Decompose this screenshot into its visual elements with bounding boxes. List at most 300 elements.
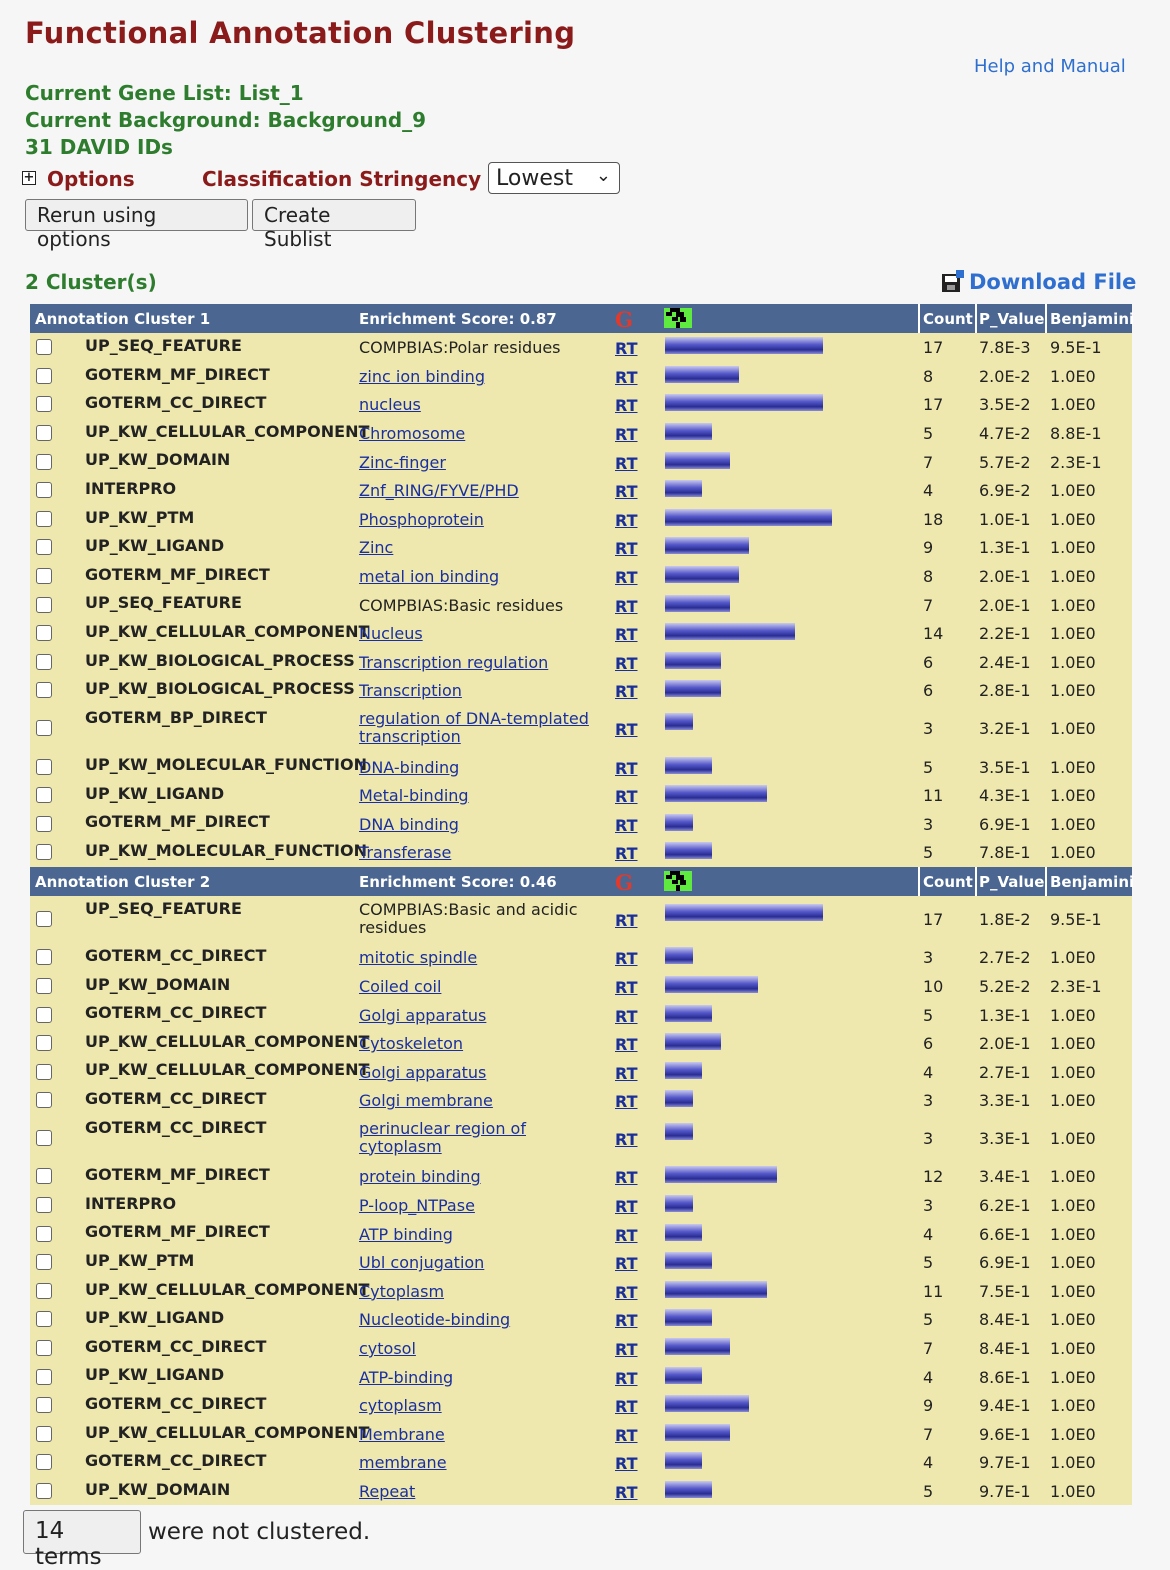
term-link: COMPBIAS:Polar residues <box>359 338 561 358</box>
related-terms-link[interactable]: RT <box>615 815 638 835</box>
category-label: UP_KW_LIGAND <box>85 1365 225 1385</box>
row-checkbox[interactable] <box>36 597 52 613</box>
related-terms-link[interactable]: RT <box>615 1254 638 1274</box>
category-label: UP_SEQ_FEATURE <box>85 336 242 355</box>
pvalue-value: 5.2E-2 <box>979 976 1031 996</box>
pvalue-value: 6.9E-2 <box>979 481 1031 501</box>
term-link[interactable]: Chromosome <box>359 424 466 444</box>
row-checkbox[interactable] <box>36 844 52 860</box>
count-value: 8 <box>923 366 934 386</box>
term-link[interactable]: Coiled coil <box>359 976 442 996</box>
pvalue-value: 9.6E-1 <box>979 1424 1031 1444</box>
count-value: 17 <box>923 338 944 358</box>
table-row <box>30 333 1132 362</box>
term-link[interactable]: Nucleotide-binding <box>359 1310 511 1330</box>
category-label: UP_SEQ_FEATURE <box>85 898 242 918</box>
pvalue-value: 7.5E-1 <box>979 1281 1031 1301</box>
term-link[interactable]: ATP-binding <box>359 1367 454 1387</box>
related-terms-link[interactable]: RT <box>615 844 638 864</box>
row-checkbox[interactable] <box>36 339 52 355</box>
gene-report-icon[interactable]: G <box>615 869 633 895</box>
count-bar <box>665 1452 702 1469</box>
table-row <box>30 476 1132 505</box>
term-link[interactable]: Metal-binding <box>359 786 469 806</box>
term-link[interactable]: DNA binding <box>359 814 459 834</box>
row-checkbox[interactable] <box>36 1197 52 1213</box>
table-row <box>30 390 1132 419</box>
table-row <box>30 1029 1132 1058</box>
row-checkbox[interactable] <box>36 1092 52 1108</box>
category-label: GOTERM_CC_DIRECT <box>85 1003 267 1023</box>
term-link[interactable]: Golgi apparatus <box>359 1062 487 1082</box>
row-checkbox[interactable] <box>36 1168 52 1184</box>
pvalue-header: P_Value <box>979 872 1045 891</box>
rerun-options-button[interactable]: Rerun using options <box>25 199 248 231</box>
term-link[interactable]: Cytoskeleton <box>359 1034 464 1054</box>
term-link: COMPBIAS:Basic residues <box>359 595 564 615</box>
cluster-name: Annotation Cluster 1 <box>35 310 211 328</box>
related-terms-link[interactable]: RT <box>615 949 638 969</box>
pvalue-value: 7.8E-1 <box>979 843 1031 863</box>
count-value: 12 <box>923 1167 944 1187</box>
count-bar <box>665 509 832 526</box>
row-checkbox[interactable] <box>36 454 52 470</box>
term-link[interactable]: cytosol <box>359 1339 416 1359</box>
benjamini-value: 1.0E0 <box>1050 1253 1096 1273</box>
related-terms-link[interactable]: RT <box>615 625 638 645</box>
related-terms-link[interactable]: RT <box>615 339 638 359</box>
count-bar <box>665 1395 749 1412</box>
term-link[interactable]: Zinc-finger <box>359 452 446 472</box>
count-value: 18 <box>923 509 944 529</box>
benjamini-value: 1.0E0 <box>1050 652 1096 672</box>
category-label: GOTERM_MF_DIRECT <box>85 812 270 832</box>
benjamini-value: 1.0E0 <box>1050 757 1096 777</box>
row-checkbox[interactable] <box>36 1311 52 1327</box>
pvalue-value: 3.4E-1 <box>979 1167 1031 1187</box>
pvalue-value: 3.2E-1 <box>979 719 1031 739</box>
table-row <box>30 533 1132 562</box>
pvalue-value: 7.8E-3 <box>979 338 1031 358</box>
row-checkbox[interactable] <box>36 816 52 832</box>
related-terms-link[interactable]: RT <box>615 653 638 673</box>
count-bar <box>665 623 795 640</box>
count-value: 5 <box>923 1310 934 1330</box>
category-label: UP_KW_LIGAND <box>85 536 225 556</box>
related-terms-link[interactable]: RT <box>615 977 638 997</box>
count-bar <box>665 537 749 554</box>
count-value: 17 <box>923 910 944 930</box>
table-row <box>30 896 1132 944</box>
term-link[interactable]: protein binding <box>359 1167 481 1187</box>
pvalue-value: 2.0E-2 <box>979 366 1031 386</box>
term-link[interactable]: cytoplasm <box>359 1396 442 1416</box>
related-terms-link[interactable]: RT <box>615 568 638 588</box>
term-link[interactable]: Ubl conjugation <box>359 1253 485 1273</box>
benjamini-value: 1.0E0 <box>1050 681 1096 701</box>
term-link[interactable]: Nucleus <box>359 624 423 644</box>
count-bar <box>665 1033 721 1050</box>
table-row <box>30 419 1132 448</box>
row-checkbox[interactable] <box>36 1254 52 1270</box>
table-row <box>30 1219 1132 1248</box>
benjamini-value: 1.0E0 <box>1050 948 1096 968</box>
category-label: UP_SEQ_FEATURE <box>85 593 242 613</box>
count-value: 5 <box>923 1253 934 1273</box>
related-terms-link[interactable]: RT <box>615 596 638 616</box>
term-link[interactable]: ATP binding <box>359 1224 453 1244</box>
create-sublist-button[interactable]: Create Sublist <box>252 199 416 231</box>
count-bar <box>665 680 721 697</box>
category-label: UP_KW_DOMAIN <box>85 974 231 994</box>
category-label: UP_KW_BIOLOGICAL_PROCESS <box>85 679 355 699</box>
term-link[interactable]: Transferase <box>359 843 452 863</box>
count-value: 8 <box>923 567 934 587</box>
table-row <box>30 362 1132 391</box>
unclustered-terms-button[interactable]: 14 terms <box>23 1510 141 1554</box>
download-file-link[interactable]: Download File <box>969 270 1137 294</box>
row-checkbox[interactable] <box>36 911 52 927</box>
heatmap-icon[interactable] <box>664 308 692 328</box>
related-terms-link[interactable]: RT <box>615 682 638 702</box>
count-value: 3 <box>923 719 934 739</box>
category-label: GOTERM_MF_DIRECT <box>85 564 270 584</box>
row-checkbox[interactable] <box>36 1426 52 1442</box>
count-bar <box>665 480 702 497</box>
cluster-name: Annotation Cluster 2 <box>35 872 211 891</box>
term-link[interactable]: Transcription <box>359 681 462 701</box>
table-row <box>30 1277 1132 1306</box>
related-terms-link[interactable]: RT <box>615 1311 638 1331</box>
benjamini-value: 9.5E-1 <box>1050 338 1102 358</box>
related-terms-link[interactable]: RT <box>615 482 638 502</box>
term-link[interactable]: nucleus <box>359 395 421 415</box>
term-link[interactable]: DNA-binding <box>359 757 460 777</box>
table-row <box>30 705 1132 753</box>
count-bar <box>665 1309 712 1326</box>
count-bar <box>665 1090 693 1107</box>
benjamini-header: Benjamini <box>1050 872 1135 891</box>
table-row <box>30 1000 1132 1029</box>
row-checkbox[interactable] <box>36 1064 52 1080</box>
row-checkbox[interactable] <box>36 511 52 527</box>
term-link: COMPBIAS:Basic and acidic residues <box>359 899 578 937</box>
related-terms-link[interactable]: RT <box>615 720 638 740</box>
row-checkbox[interactable] <box>36 625 52 641</box>
count-value: 5 <box>923 757 934 777</box>
term-link[interactable]: Membrane <box>359 1424 445 1444</box>
related-terms-link[interactable]: RT <box>615 425 638 445</box>
cluster-header <box>30 304 1135 333</box>
related-terms-link[interactable]: RT <box>615 758 638 778</box>
benjamini-value: 1.0E0 <box>1050 509 1096 529</box>
category-label: UP_KW_CELLULAR_COMPONENT <box>85 1279 370 1299</box>
category-label: GOTERM_CC_DIRECT <box>85 1089 267 1109</box>
pvalue-value: 2.7E-1 <box>979 1062 1031 1082</box>
related-terms-link[interactable]: RT <box>615 1197 638 1217</box>
category-label: GOTERM_CC_DIRECT <box>85 1336 267 1356</box>
count-value: 5 <box>923 1005 934 1025</box>
related-terms-link[interactable]: RT <box>615 1168 638 1188</box>
related-terms-link[interactable]: RT <box>615 1225 638 1245</box>
pvalue-header: P_Value <box>979 310 1045 328</box>
category-label: GOTERM_MF_DIRECT <box>85 1165 270 1185</box>
row-checkbox[interactable] <box>36 1130 52 1146</box>
row-checkbox[interactable] <box>36 787 52 803</box>
enrichment-score: Enrichment Score: 0.87 <box>359 310 557 328</box>
related-terms-link[interactable]: RT <box>615 1482 638 1502</box>
table-row <box>30 1420 1132 1449</box>
count-bar <box>665 595 730 612</box>
category-label: GOTERM_MF_DIRECT <box>85 1222 270 1242</box>
row-checkbox[interactable] <box>36 1369 52 1385</box>
benjamini-value: 1.0E0 <box>1050 366 1096 386</box>
row-checkbox[interactable] <box>36 1397 52 1413</box>
term-link[interactable]: Cytoplasm <box>359 1281 445 1301</box>
related-terms-link[interactable]: RT <box>615 539 638 559</box>
table-row <box>30 1391 1132 1420</box>
unclustered-text: were not clustered. <box>148 1519 371 1545</box>
benjamini-value: 2.3E-1 <box>1050 452 1102 472</box>
benjamini-value: 1.0E0 <box>1050 1339 1096 1359</box>
table-row <box>30 1191 1132 1220</box>
benjamini-value: 1.0E0 <box>1050 1481 1096 1501</box>
category-label: UP_KW_DOMAIN <box>85 1479 231 1499</box>
term-link[interactable]: Golgi apparatus <box>359 1005 487 1025</box>
pvalue-value: 6.9E-1 <box>979 1253 1031 1273</box>
table-row <box>30 838 1132 867</box>
count-value: 3 <box>923 1091 934 1111</box>
count-bar <box>665 1062 702 1079</box>
benjamini-value: 1.0E0 <box>1050 843 1096 863</box>
category-label: UP_KW_MOLECULAR_FUNCTION <box>85 841 367 860</box>
count-bar <box>665 1166 777 1183</box>
count-value: 9 <box>923 1396 934 1416</box>
term-link[interactable]: P-loop_NTPase <box>359 1196 475 1216</box>
row-checkbox[interactable] <box>36 1283 52 1299</box>
count-bar <box>665 1224 702 1241</box>
chevron-down-icon: ⌄ <box>595 165 611 186</box>
benjamini-value: 1.0E0 <box>1050 1196 1096 1216</box>
count-bar <box>665 1123 693 1140</box>
term-link[interactable]: perinuclear region of cytoplasm <box>359 1118 526 1156</box>
row-checkbox[interactable] <box>36 682 52 698</box>
related-terms-link[interactable]: RT <box>615 1397 638 1417</box>
benjamini-value: 1.0E0 <box>1050 719 1096 739</box>
benjamini-value: 1.0E0 <box>1050 1453 1096 1473</box>
count-value: 3 <box>923 1196 934 1216</box>
table-row <box>30 676 1132 705</box>
category-label: UP_KW_MOLECULAR_FUNCTION <box>85 755 367 775</box>
count-bar <box>665 1252 712 1269</box>
heatmap-icon[interactable] <box>664 871 692 891</box>
related-terms-link[interactable]: RT <box>615 1092 638 1112</box>
row-checkbox[interactable] <box>36 1483 52 1499</box>
stringency-select[interactable] <box>488 162 620 194</box>
pvalue-value: 9.4E-1 <box>979 1396 1031 1416</box>
count-bar <box>665 566 739 583</box>
related-terms-link[interactable]: RT <box>615 396 638 416</box>
related-terms-link[interactable]: RT <box>615 367 638 387</box>
page-title: Functional Annotation Clustering <box>25 16 576 50</box>
pvalue-value: 1.3E-1 <box>979 538 1031 558</box>
benjamini-value: 1.0E0 <box>1050 1034 1096 1054</box>
pvalue-value: 2.2E-1 <box>979 624 1031 644</box>
count-bar <box>665 1481 712 1498</box>
row-checkbox[interactable] <box>36 539 52 555</box>
count-bar <box>665 452 730 469</box>
count-value: 5 <box>923 424 934 444</box>
pvalue-value: 2.7E-2 <box>979 948 1031 968</box>
related-terms-link[interactable]: RT <box>615 1340 638 1360</box>
term-link[interactable]: Repeat <box>359 1481 416 1501</box>
count-value: 6 <box>923 681 934 701</box>
count-value: 14 <box>923 624 944 644</box>
benjamini-value: 8.8E-1 <box>1050 424 1102 444</box>
related-terms-link[interactable]: RT <box>615 1063 638 1083</box>
term-link[interactable]: regulation of DNA-templated transcription <box>359 708 589 746</box>
term-link[interactable]: Znf_RING/FYVE/PHD <box>359 481 519 501</box>
pvalue-value: 4.3E-1 <box>979 786 1031 806</box>
related-terms-link[interactable]: RT <box>615 453 638 473</box>
benjamini-value: 1.0E0 <box>1050 1310 1096 1330</box>
row-checkbox[interactable] <box>36 1454 52 1470</box>
help-manual-link[interactable]: Help and Manual <box>974 56 1126 77</box>
pvalue-value: 3.5E-1 <box>979 757 1031 777</box>
row-checkbox[interactable] <box>36 368 52 384</box>
table-row <box>30 1057 1132 1086</box>
count-bar <box>665 366 739 383</box>
pvalue-value: 3.3E-1 <box>979 1129 1031 1149</box>
related-terms-link[interactable]: RT <box>615 787 638 807</box>
table-row <box>30 1115 1132 1163</box>
benjamini-value: 1.0E0 <box>1050 538 1096 558</box>
category-label: UP_KW_PTM <box>85 507 195 527</box>
table-row <box>30 781 1132 810</box>
id-count-label: 31 DAVID IDs <box>25 135 173 159</box>
benjamini-value: 1.0E0 <box>1050 595 1096 615</box>
benjamini-value: 1.0E0 <box>1050 481 1096 501</box>
related-terms-link[interactable]: RT <box>615 1282 638 1302</box>
pvalue-value: 3.3E-1 <box>979 1091 1031 1111</box>
term-link[interactable]: Phosphoprotein <box>359 509 484 529</box>
options-label[interactable]: Options <box>47 167 135 191</box>
term-link[interactable]: mitotic spindle <box>359 948 478 968</box>
term-link[interactable]: metal ion binding <box>359 567 500 587</box>
benjamini-value: 1.0E0 <box>1050 786 1096 806</box>
row-checkbox[interactable] <box>36 396 52 412</box>
row-checkbox[interactable] <box>36 1226 52 1242</box>
table-row <box>30 943 1132 972</box>
count-bar <box>665 842 712 859</box>
related-terms-link[interactable]: RT <box>615 1035 638 1055</box>
expand-options-icon[interactable]: + <box>23 170 35 185</box>
count-bar <box>665 1424 730 1441</box>
row-checkbox[interactable] <box>36 949 52 965</box>
row-checkbox[interactable] <box>36 759 52 775</box>
related-terms-link[interactable]: RT <box>615 510 638 530</box>
gene-report-icon[interactable]: G <box>615 307 633 332</box>
row-checkbox[interactable] <box>36 425 52 441</box>
term-link[interactable]: membrane <box>359 1453 447 1473</box>
related-terms-link[interactable]: RT <box>615 1006 638 1026</box>
row-checkbox[interactable] <box>36 1340 52 1356</box>
table-row <box>30 447 1132 476</box>
row-checkbox[interactable] <box>36 1007 52 1023</box>
table-row <box>30 1086 1132 1115</box>
benjamini-value: 2.3E-1 <box>1050 976 1102 996</box>
table-row <box>30 619 1132 648</box>
benjamini-value: 1.0E0 <box>1050 1396 1096 1416</box>
benjamini-value: 1.0E0 <box>1050 1091 1096 1111</box>
count-bar <box>665 757 712 774</box>
pvalue-value: 9.7E-1 <box>979 1453 1031 1473</box>
pvalue-value: 2.4E-1 <box>979 652 1031 672</box>
count-bar <box>665 947 693 964</box>
pvalue-value: 8.4E-1 <box>979 1310 1031 1330</box>
related-terms-link[interactable]: RT <box>615 911 638 931</box>
pvalue-value: 2.0E-1 <box>979 1034 1031 1054</box>
count-value: 7 <box>923 1424 934 1444</box>
row-checkbox[interactable] <box>36 1035 52 1051</box>
count-value: 6 <box>923 652 934 672</box>
count-value: 3 <box>923 1129 934 1149</box>
count-value: 3 <box>923 814 934 834</box>
pvalue-value: 8.4E-1 <box>979 1339 1031 1359</box>
related-terms-link[interactable]: RT <box>615 1368 638 1388</box>
cluster-table <box>30 304 1135 1505</box>
category-label: GOTERM_CC_DIRECT <box>85 393 267 413</box>
related-terms-link[interactable]: RT <box>615 1425 638 1445</box>
row-checkbox[interactable] <box>36 978 52 994</box>
table-row <box>30 1162 1132 1191</box>
category-label: UP_KW_CELLULAR_COMPONENT <box>85 1060 370 1080</box>
term-link[interactable]: Transcription regulation <box>359 652 549 672</box>
table-row <box>30 1334 1132 1363</box>
related-terms-link[interactable]: RT <box>615 1454 638 1474</box>
count-bar <box>665 394 823 411</box>
table-row <box>30 648 1132 677</box>
background-label: Current Background: Background_9 <box>25 108 427 132</box>
pvalue-value: 2.8E-1 <box>979 681 1031 701</box>
count-bar <box>665 1338 730 1355</box>
count-value: 11 <box>923 786 944 806</box>
count-bar <box>665 814 693 831</box>
term-link[interactable]: zinc ion binding <box>359 366 485 386</box>
count-bar <box>665 652 721 669</box>
related-terms-link[interactable]: RT <box>615 1130 638 1150</box>
floppy-disk-icon[interactable] <box>942 274 960 292</box>
benjamini-header: Benjamini <box>1050 310 1135 328</box>
category-label: UP_KW_LIGAND <box>85 1308 225 1328</box>
row-checkbox[interactable] <box>36 568 52 584</box>
count-value: 17 <box>923 395 944 415</box>
count-bar <box>665 976 758 993</box>
row-checkbox[interactable] <box>36 482 52 498</box>
table-row <box>30 1448 1132 1477</box>
row-checkbox[interactable] <box>36 654 52 670</box>
count-value: 7 <box>923 595 934 615</box>
count-value: 3 <box>923 948 934 968</box>
count-bar <box>665 1195 693 1212</box>
count-bar <box>665 785 767 802</box>
term-link[interactable]: Golgi membrane <box>359 1091 493 1111</box>
category-label: GOTERM_CC_DIRECT <box>85 1117 267 1137</box>
count-value: 7 <box>923 452 934 472</box>
row-checkbox[interactable] <box>36 720 52 736</box>
count-value: 5 <box>923 1481 934 1501</box>
term-link[interactable]: Zinc <box>359 538 394 558</box>
